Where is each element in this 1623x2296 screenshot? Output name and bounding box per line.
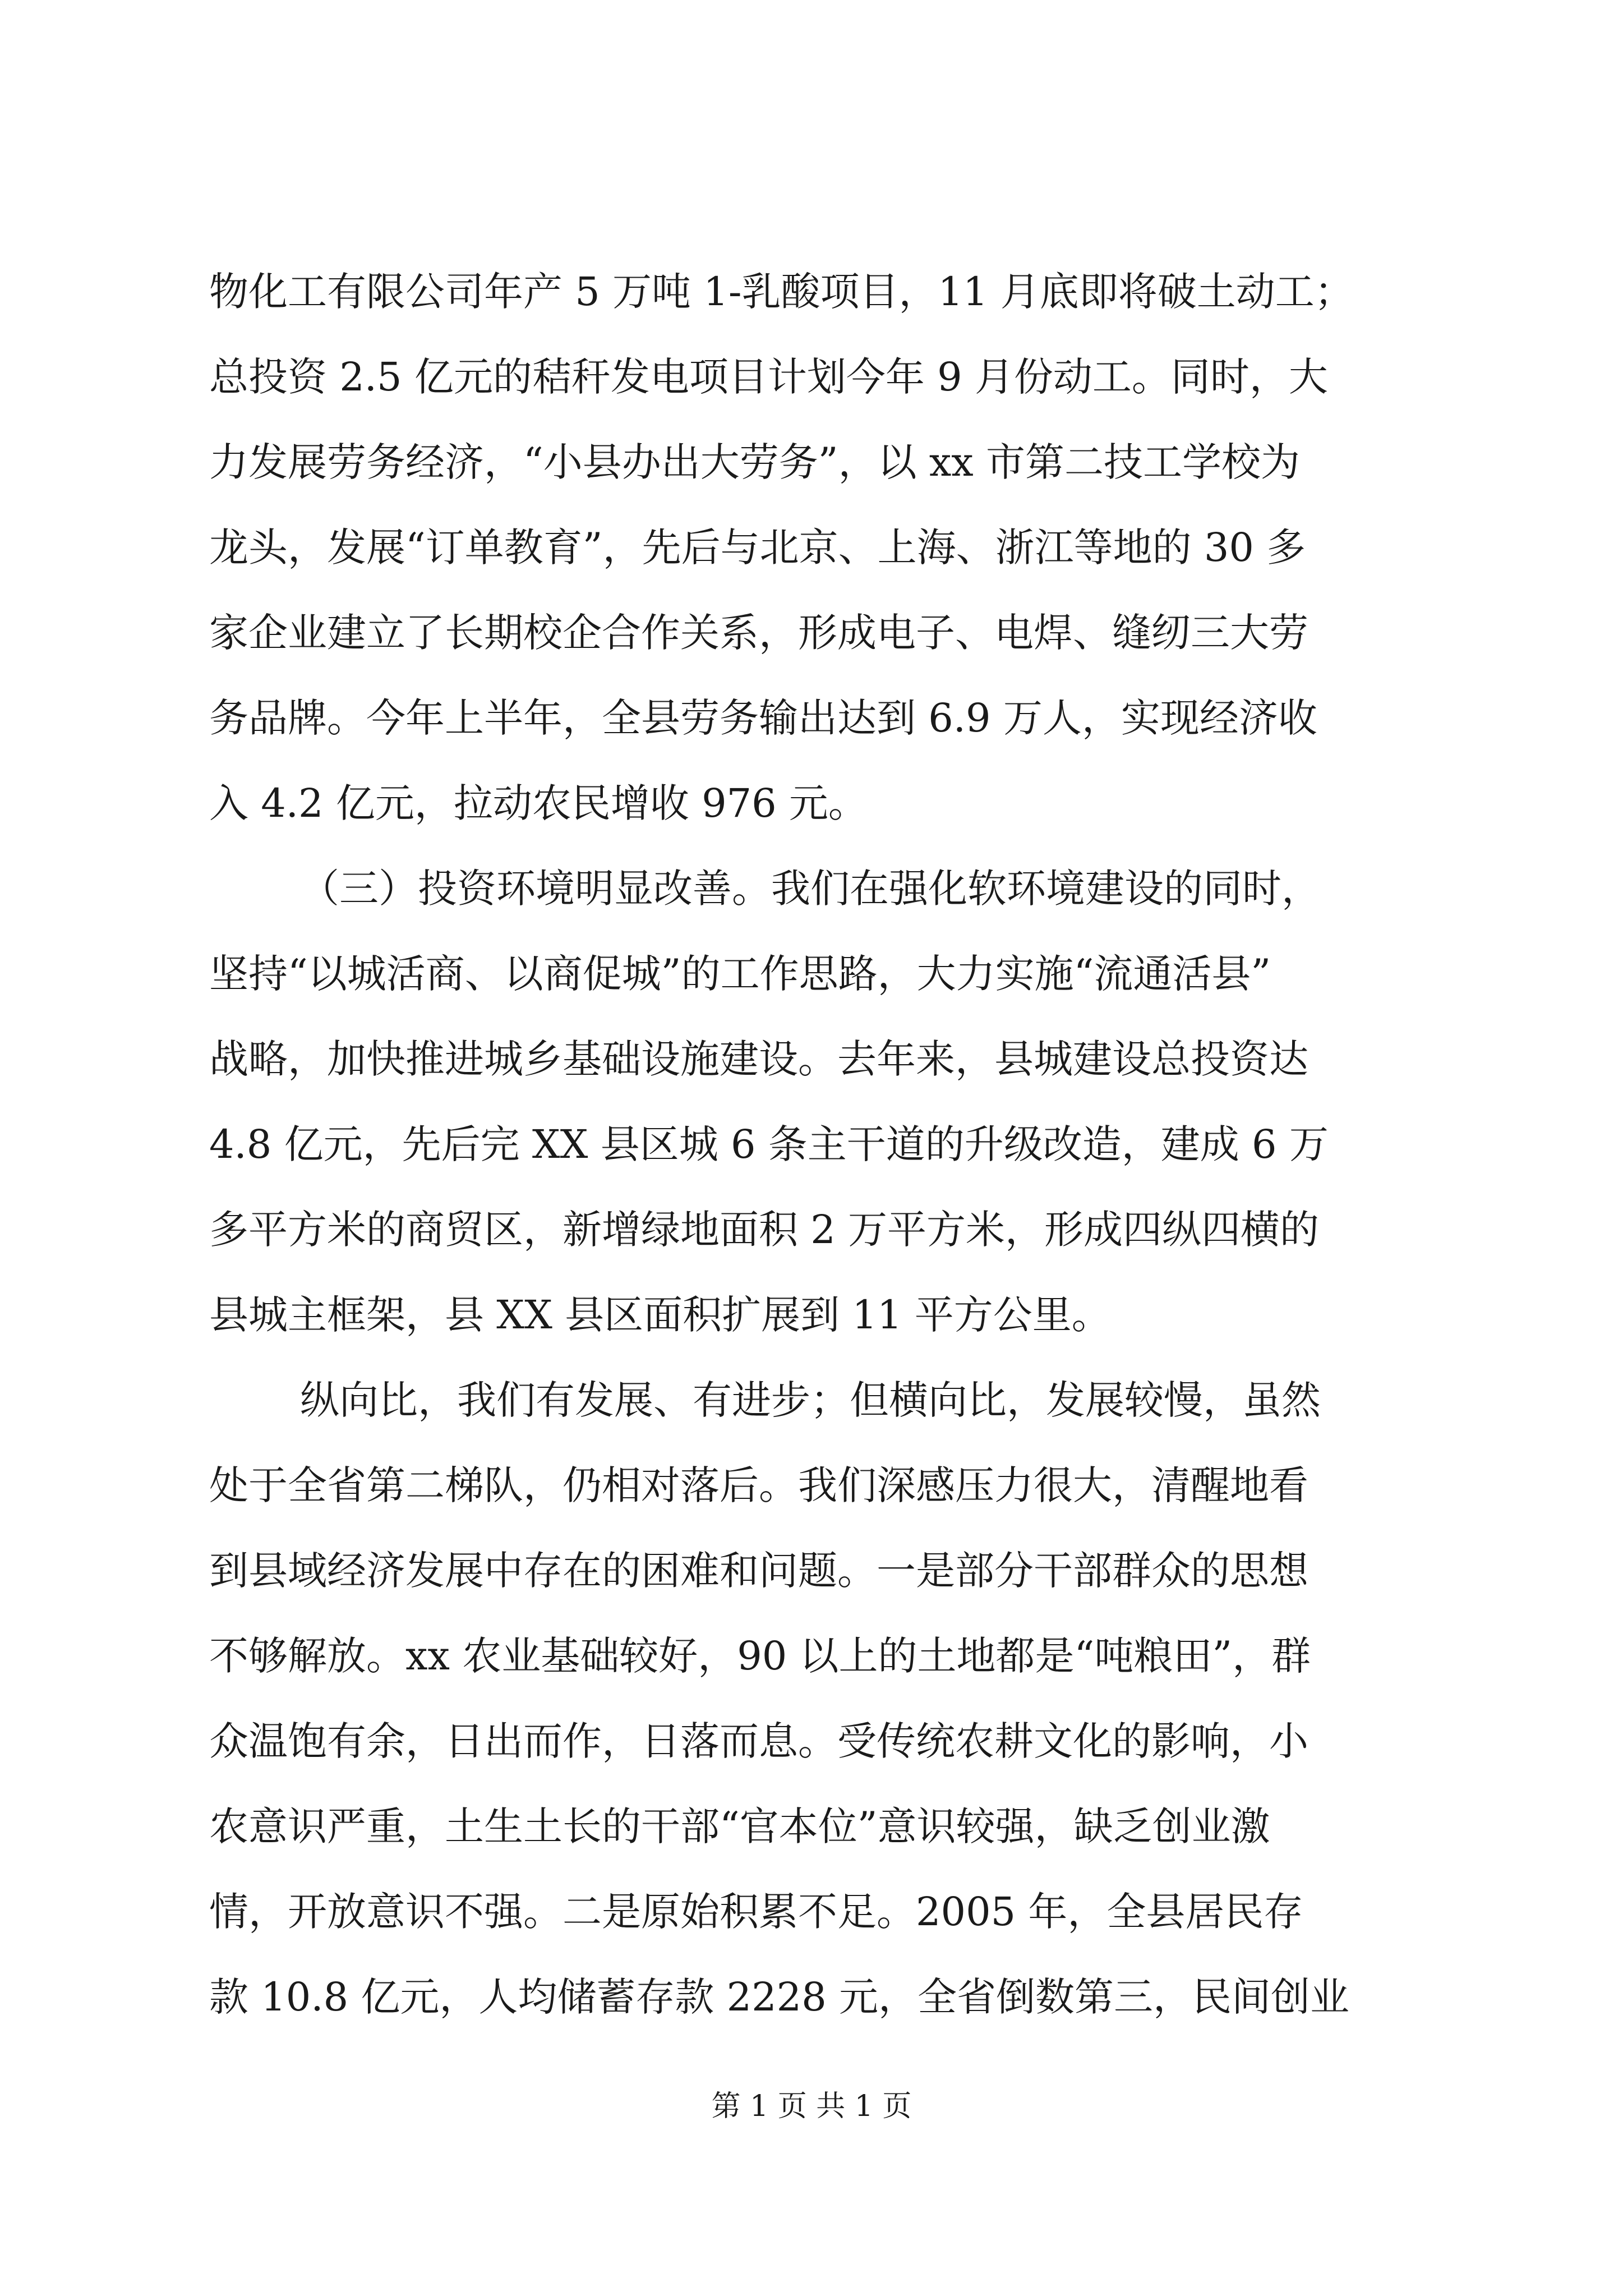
text-line xyxy=(0,1966,1623,2028)
line-text: 多平方米的商贸区，新增绿地面积 2 万平方米，形成四纵四横的 xyxy=(209,1207,1320,1253)
line-text: 龙头，发展“订单教育”，先后与北京、上海、浙江等地的 30 多 xyxy=(209,524,1306,570)
paragraph-start-text: 纵向比，我们有发展、有进步；但横向比，发展较慢，虽然 xyxy=(300,1377,1321,1423)
line-text: 处于全省第二梯队，仍相对落后。我们深感压力很大，清醒地看 xyxy=(209,1462,1308,1508)
line-text: 4.8 亿元，先后完 XX 县区城 6 条主干道的升级改造，建成 6 万 xyxy=(209,1121,1329,1167)
text-line xyxy=(0,346,1623,408)
text-line xyxy=(0,1540,1623,1602)
line-text: 情，开放意识不强。二是原始积累不足。2005 年，全县居民存 xyxy=(209,1889,1303,1935)
text-line xyxy=(0,1625,1623,1687)
line-text: 战略，加快推进城乡基础设施建设。去年来，县城建设总投资达 xyxy=(209,1036,1308,1082)
text-line xyxy=(0,943,1623,1005)
line-text: 坚持“以城活商、以商促城”的工作思路，大力实施“流通活县” xyxy=(209,951,1271,997)
line-text: 总投资 2.5 亿元的秸秆发电项目计划今年 9 月份动工。同时，大 xyxy=(209,354,1328,400)
text-line xyxy=(0,1796,1623,1857)
line-text: 入 4.2 亿元，拉动农民增收 976 元。 xyxy=(209,780,868,826)
line-text: 农意识严重，土生土长的干部“官本位”意识较强，缺乏创业激 xyxy=(209,1803,1270,1849)
text-line xyxy=(0,1199,1623,1260)
line-text: 务品牌。今年上半年，全县劳务输出达到 6.9 万人，实现经济收 xyxy=(209,695,1317,741)
text-line xyxy=(0,517,1623,578)
text-line xyxy=(0,1114,1623,1175)
line-text: 众温饱有余，日出而作，日落而息。受传统农耕文化的影响，小 xyxy=(209,1718,1308,1764)
page-number-label: 第 1 页 共 1 页 xyxy=(711,2090,912,2123)
text-line xyxy=(0,1284,1623,1346)
text-line xyxy=(0,1710,1623,1772)
text-line xyxy=(0,431,1623,493)
line-text: 力发展劳务经济，“小县办出大劳务”，以 xx 市第二技工学校为 xyxy=(209,439,1301,485)
text-line xyxy=(0,1369,1623,1431)
line-text: 物化工有限公司年产 5 万吨 1-乳酸项目，11 月底即将破土动工； xyxy=(209,269,1354,315)
text-line xyxy=(0,772,1623,834)
line-text: 家企业建立了长期校企合作关系，形成电子、电焊、缝纫三大劳 xyxy=(209,610,1308,656)
page-footer xyxy=(0,2084,1623,2129)
text-line xyxy=(0,1455,1623,1516)
line-text: 县城主框架，县 XX 县区面积扩展到 11 平方公里。 xyxy=(209,1292,1111,1338)
line-text: 不够解放。xx 农业基础较好，90 以上的土地都是“吨粮田”，群 xyxy=(209,1633,1311,1679)
text-line xyxy=(0,687,1623,749)
line-text: 到县域经济发展中存在的困难和问题。一是部分干部群众的思想 xyxy=(209,1548,1308,1594)
text-line xyxy=(0,261,1623,323)
text-line xyxy=(0,1881,1623,1943)
paragraph-start-text: （三）投资环境明显改善。我们在强化软环境建设的同时， xyxy=(300,866,1321,912)
text-line xyxy=(0,1028,1623,1090)
line-text: 款 10.8 亿元，人均储蓄存款 2228 元，全省倒数第三，民间创业 xyxy=(209,1974,1350,2020)
text-line xyxy=(0,602,1623,664)
text-line xyxy=(0,858,1623,919)
